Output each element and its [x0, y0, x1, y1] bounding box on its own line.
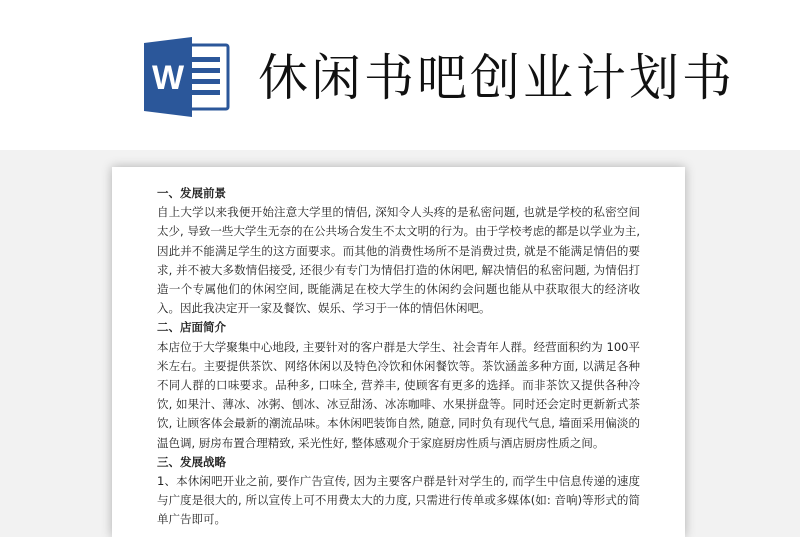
section-heading-2: 二、店面简介	[157, 320, 226, 335]
word-icon-letter: W	[151, 59, 185, 97]
banner	[0, 0, 800, 150]
section-text-2: 本店位于大学聚集中心地段, 主要针对的客户群是大学生、社会青年人群。经营面积约为 100平米左右。主要提供茶饮、网络休闲以及特色冷饮和休闲餐饮等。茶饮涵盖多种方面, 以满足各种不同人群的口味要求。品种多, 口味全, 营养丰, 使顾客有更多的选择。而非茶饮又提供各种冷饮, 如果汁、薄冰、冰粥、刨冰、冰豆甜汤、冰冻咖啡、水果拼盘等。同时还会定时更新新式茶饮, 让顾客体会最新的潮流品味。本休闲吧装饰自然, 随意, 同时负有现代气息, 墙面采用偏淡的温色调, 厨房布置合理精致, 采光性好, 整体感观介于家庭厨房性质与酒店厨房性质之间。	[157, 339, 640, 450]
page-title: 休闲书吧创业计划书	[258, 49, 735, 107]
section-heading-1: 一、发展前景	[157, 186, 226, 200]
section-text-3: 1、本休闲吧开业之前, 要作广告宣传, 因为主要客户群是针对学生的, 而学生中信息传递的速度与广度是很大的, 所以宣传上可不用费太大的力度, 只需进行传单或多媒体(如: 音响)等形式的简单广告即可。	[157, 474, 640, 527]
document-body	[157, 184, 640, 530]
document-page	[112, 167, 685, 537]
section-text-1: 自上大学以来我便开始注意大学里的情侣, 深知令人头疼的是私密问题, 也就是学校的私密空间太少, 导致一些大学生无奈的在公共场合发生不太文明的行为。由于学校考虑的都是以学业为主, 因此并不能满足学生的这方面要求。而其他的消费性场所不是消费过贵, 就是不能满足情侣的要求, 并不被大多数情侣接受, 还很少有专门为情侣打造的休闲吧, 解决情侣的私密问题, 为情侣打造一个专属他们的休闲空间, 既能满足在校大学生的休闲约会问题也能从中获取很大的经济收入。因此我决定开一家及餐饮、娱乐、学习于一体的情侣休闲吧。	[157, 205, 640, 316]
section-heading-3: 三、发展战略	[157, 454, 226, 469]
word-icon	[142, 37, 232, 117]
